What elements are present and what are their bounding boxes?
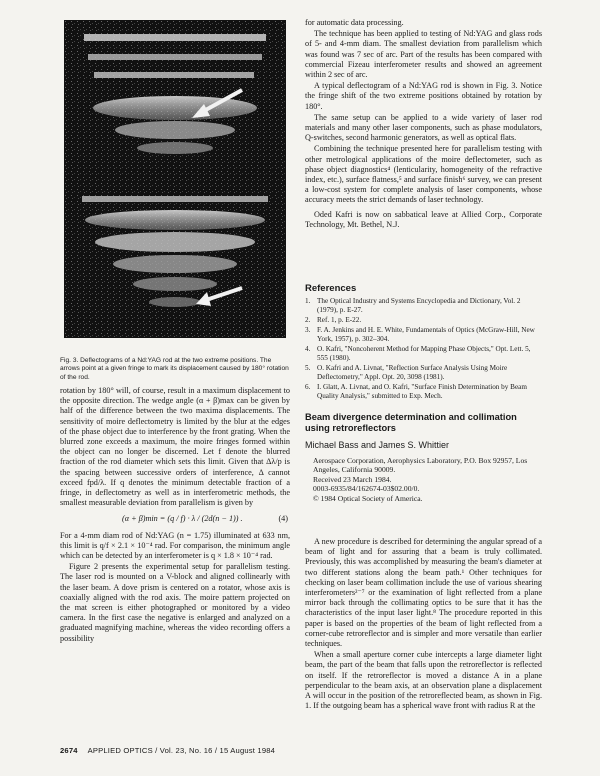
reference-item: 4. O. Kafri, "Noncoherent Method for Mapping Phase Objects," Opt. Lett. 5, 555 (1980).: [305, 345, 531, 362]
paragraph: When a small aperture corner cube intercepts a large diameter light beam, the part of the beam that falls upon the retroreflector is reflected on itself. If the retroreflector is moved a distance A in a plane perpendicular to the beam axis, at an observation plane a displacement A will occur in the position of the retroreflected beam, as shown in Fig. 1. If the outgoing beam has a spherical wave front with radius R at the: [305, 650, 542, 711]
received-date: Received 23 March 1984.: [313, 474, 392, 484]
author-note: Oded Kafri is now on sabbatical leave at Allied Corp., Corporate Technology, Mt. Bethel, N.J.: [305, 209, 542, 229]
figure-caption-text: Deflectograms of a Nd:YAG rod at the two extreme positions. The arrows point at a given fringe to mark its displacement caused by 180° rotation of the rod.: [60, 357, 289, 381]
copyright: © 1984 Optical Society of America.: [313, 493, 423, 503]
reference-item: 6. I. Glatt, A. Livnat, and O. Kafri, "Surface Finish Determination by Beam Quality Analysis," submitted to Exp. Mech.: [305, 383, 527, 400]
deflectogram-image: [64, 20, 286, 338]
journal-citation: APPLIED OPTICS / Vol. 23, No. 16 / 15 August 1984: [87, 746, 276, 755]
paragraph: A typical deflectogram of a Nd:YAG rod is shown in Fig. 3. Notice the fringe shift of the two extreme positions obtained by rotation by 180°.: [305, 81, 542, 111]
reference-item: 2. Ref. 1, p. E-22.: [305, 316, 362, 324]
equation-text: (α + β)min = (q / f) · λ / (2d(n − 1)) .: [122, 514, 243, 524]
article-authors: Michael Bass and James S. Whittier: [305, 440, 450, 450]
paragraph: for automatic data processing.: [305, 18, 404, 27]
figure-deflectogram: [64, 20, 286, 338]
left-column: [60, 386, 290, 644]
equation-number: (4): [278, 514, 288, 524]
paragraph: The technique has been applied to testing of Nd:YAG and glass rods of 5- and 4-mm diam. The smallest deviation from parallelism which was found was 7 sec of arc. Part of the results has been compared with commercial Fizeau interferometer results and showed an agreement within 2 sec of arc.: [305, 29, 542, 80]
paragraph: The same setup can be applied to a wide variety of laser rod materials and many other laser components, such as phase modulators, Q-switches, second harmonic generators, as well as optical flats.: [305, 112, 542, 143]
reference-item: 3. F. A. Jenkins and H. E. White, Fundamentals of Optics (McGraw-Hill, New York, 1957), p. 302–304.: [305, 326, 535, 343]
paragraph: Figure 2 presents the experimental setup for parallelism testing. The laser rod is mounted on a V-block and aligned collinearly with the laser beam. A dove prism is centered on a rotator, whose axis is coaxially aligned with the rod axis. The moire pattern projected on the mat screen is either photographed or monitored by a video camera. In the first case the negative is enlarged and analyzed on a graduated magnifying machine, whereas the video recording offers a possibility: [60, 562, 290, 643]
figure-caption-label: Fig. 3.: [60, 357, 79, 364]
paragraph: A new procedure is described for determining the angular spread of a beam of light and for assuring that a beam is truly collimated. Previously, this was accomplished by measuring the beam's diameter at two different stations along the beam path.¹ Other techniques for checking on laser beam collimation include the use of various shearing interferometers²⁻⁷ or the examination of light reflected from a plane mirror back through the collimating optics to be sure that it has the characteristics of the input laser light.⁸ The procedure reported in this paper is based on the properties of the beam of light reflected from a corner-cube retroreflector and is simpler and more versatile than earlier techniques.: [305, 537, 542, 649]
paragraph: Combining the technique presented here for parallelism testing with other metrological applications of the moire deflectometer, such as phase object diagnostics⁴ (lenticularity, homogeneity of the refractive index, etc.), surface flatness,⁵ and surface finish⁶ survey, we can present a low-cost system for complete analysis of laser components, whose accuracy meets the strict demands of laser technology.: [305, 144, 542, 205]
paragraph: rotation by 180° will, of course, result in a maximum displacement to the opposite direction. The wedge angle (α + β)max can be given by half of the difference between the two maxima displacements. The sensitivity of moire deflectometry is limited by the blur at the edges of the phase object due to interference by the front grating. When the blurred zone exceeds a maximum, the moire fringes formed within the object can no longer be discerned. Let f denote the blurred fraction of the rod diameter which sets this limit. Given that Δλ/p is the spacing between successive orders of interference, Δ cannot exceed fpd/λ. If q denotes the minimum detectable fraction of a fringe, in deflectometry as well as in interferometric methods, the smallest measurable deviation from parallelism is given by: [60, 386, 290, 508]
paragraph: For a 4-mm diam rod of Nd:YAG (n = 1.75) illuminated at 633 nm, this limit is q/f × 2.1 × 10⁻⁴ rad. For comparison, the minimum angle which can be detected by an interferometer is q × 1.8 × 10⁻⁴ rad.: [60, 530, 290, 561]
article-title: Beam divergence determination and collimation using retroreflectors: [305, 412, 517, 433]
references-list: [305, 297, 542, 402]
figure-caption: [60, 357, 290, 382]
page-footer: [60, 746, 275, 755]
affiliation-line: Aerospace Corporation, Aerophysics Laboratory, P.O. Box 92957, Los Angeles, California 90009.: [313, 456, 528, 475]
equation-4: [60, 514, 290, 524]
reference-item: 5. O. Kafri and A. Livnat, "Reflection Surface Analysis Using Moire Deflectometry," Appl. Opt. 20, 3098 (1981).: [305, 364, 508, 381]
article-code: 0003-6935/84/162674-03$02.00/0.: [313, 484, 420, 494]
right-column-body: [305, 537, 542, 711]
right-column-top: [305, 18, 542, 230]
page-number: 2674: [60, 746, 78, 755]
references-heading: References: [305, 283, 357, 294]
reference-item: 1. The Optical Industry and Systems Encyclopedia and Dictionary, Vol. 2 (1979), p. E-27.: [305, 297, 521, 314]
article-affiliation: [313, 456, 542, 503]
